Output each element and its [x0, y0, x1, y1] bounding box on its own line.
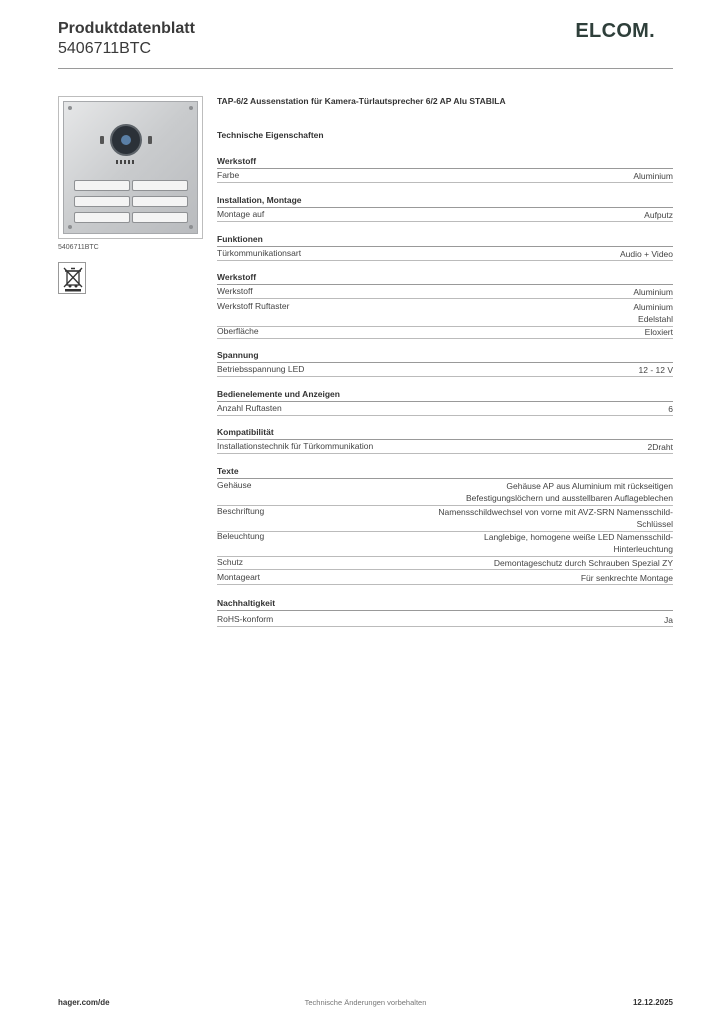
property-name: Montageart	[217, 572, 260, 582]
group-title: Werkstoff	[217, 272, 673, 285]
group-title: Bedienelemente und Anzeigen	[217, 389, 673, 402]
property-name: Türkommunikationsart	[217, 248, 302, 258]
property-row	[217, 169, 673, 183]
property-row	[217, 613, 673, 627]
page-header	[58, 20, 673, 70]
group-title: Installation, Montage	[217, 195, 673, 208]
elcom-logo: ELCOM.	[575, 20, 655, 42]
image-caption: 5406711BTC	[58, 244, 99, 251]
product-image	[58, 96, 203, 239]
property-row	[217, 285, 673, 299]
property-name: Werkstoff	[217, 286, 253, 296]
call-button	[74, 196, 130, 207]
property-name: Werkstoff Ruftaster	[217, 301, 290, 311]
property-value: Audio + Video	[619, 249, 673, 259]
property-name: Montage auf	[217, 209, 265, 219]
section-heading: Technische Eigenschaften	[217, 130, 324, 140]
header-divider	[58, 68, 673, 69]
property-value: Für senkrechte Montage	[580, 573, 673, 583]
group-title: Spannung	[217, 350, 673, 363]
property-value: Eloxiert	[644, 327, 673, 337]
property-row	[217, 208, 673, 222]
property-row	[217, 530, 673, 557]
screw-icon	[68, 106, 72, 110]
property-value: Aluminium Edelstahl	[633, 302, 673, 324]
call-button	[132, 196, 188, 207]
footer-notice: Technische Änderungen vorbehalten	[304, 998, 427, 1007]
led-icon	[100, 136, 104, 144]
property-name: Betriebsspannung LED	[217, 364, 305, 374]
property-name: Installationstechnik für Türkommunikation	[217, 441, 374, 451]
property-value: 2Draht	[647, 442, 673, 452]
property-row	[217, 479, 673, 506]
property-value: Namensschildwechsel von vorne mit AVZ-SRN Namensschild- Schlüssel	[438, 507, 673, 529]
property-name: Schutz	[217, 557, 243, 567]
property-name: RoHS-konform	[217, 614, 274, 624]
door-station-panel	[63, 101, 198, 234]
document-title: Produktdatenblatt	[58, 20, 195, 37]
property-value: Demontageschutz durch Schrauben Spezial ZY	[493, 558, 673, 568]
camera-icon	[110, 124, 142, 156]
speaker-grille-icon	[116, 160, 136, 164]
property-name: Beleuchtung	[217, 531, 265, 541]
group-title: Kompatibilität	[217, 427, 673, 440]
call-button	[132, 180, 188, 191]
weee-bin-icon	[58, 262, 86, 294]
footer-website: hager.com/de	[58, 998, 110, 1007]
property-row	[217, 402, 673, 416]
property-name: Oberfläche	[217, 326, 259, 336]
led-icon	[148, 136, 152, 144]
property-row	[217, 440, 673, 454]
article-number: 5406711BTC	[58, 40, 152, 57]
screw-icon	[189, 106, 193, 110]
page-footer	[58, 998, 673, 1012]
property-value: Aluminium	[633, 171, 673, 181]
property-value: Langlebige, homogene weiße LED Namensschild- Hinterleuchtung	[484, 532, 673, 554]
property-row	[217, 247, 673, 261]
screw-icon	[189, 225, 193, 229]
property-row	[217, 556, 673, 570]
footer-date: 12.12.2025	[632, 998, 673, 1007]
property-name: Gehäuse	[217, 480, 252, 490]
screw-icon	[68, 225, 72, 229]
property-value: 6	[668, 404, 673, 414]
property-name: Anzahl Ruftasten	[217, 403, 282, 413]
property-row	[217, 363, 673, 377]
property-name: Farbe	[217, 170, 240, 180]
property-value: Ja	[664, 615, 673, 625]
group-title: Funktionen	[217, 234, 673, 247]
call-button	[74, 180, 130, 191]
property-name: Beschriftung	[217, 506, 265, 516]
property-row	[217, 325, 673, 339]
product-name: TAP-6/2 Aussenstation für Kamera-Türlautsprecher 6/2 AP Alu STABILA	[217, 96, 506, 106]
property-value: Aluminium	[633, 287, 673, 297]
call-button	[74, 212, 130, 223]
group-title: Texte	[217, 466, 673, 479]
property-row	[217, 571, 673, 585]
property-value: Gehäuse AP aus Aluminium mit rückseitigen Befestigungslöchern und ausstellbaren Auflageblechen	[466, 481, 673, 503]
property-value: 12 - 12 V	[638, 365, 673, 375]
call-button	[132, 212, 188, 223]
group-title: Werkstoff	[217, 156, 673, 169]
property-value: Aufputz	[644, 210, 673, 220]
property-row	[217, 300, 673, 327]
property-row	[217, 505, 673, 532]
group-title: Nachhaltigkeit	[217, 598, 673, 611]
